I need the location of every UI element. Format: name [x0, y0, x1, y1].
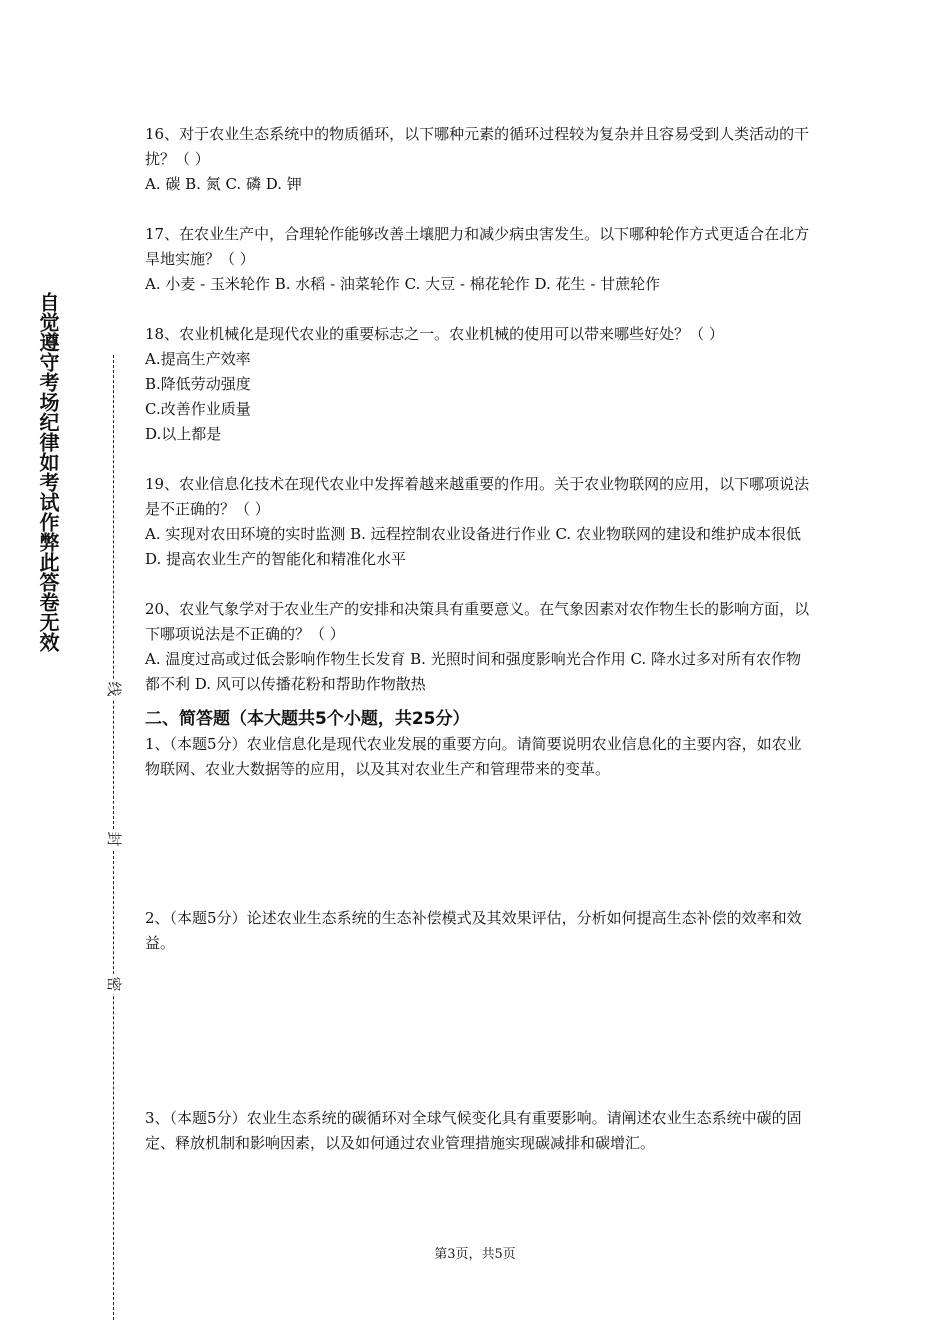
- question-stem: 20、农业气象学对于农业生产的安排和决策具有重要意义。在气象因素对农作物生长的影响方面，以下哪项说法是不正确的？（ ）: [145, 600, 810, 643]
- question-18: [145, 322, 813, 447]
- binding-label-seal: 封: [105, 829, 123, 849]
- question-16: [145, 122, 813, 197]
- binding-label-line: 线: [105, 679, 123, 699]
- page-number: 第3页，共5页: [434, 1247, 516, 1262]
- question-option-d: D.以上都是: [145, 425, 222, 443]
- question-17: [145, 222, 813, 297]
- question-20: [145, 597, 813, 697]
- question-option-a: A.提高生产效率: [145, 350, 251, 368]
- question-options: A. 碳 B. 氮 C. 磷 D. 钾: [145, 175, 302, 193]
- question-stem: 19、农业信息化技术在现代农业中发挥着越来越重要的作用。关于农业物联网的应用，以下哪项说法是不正确的？（ ）: [145, 475, 810, 518]
- question-stem: 17、在农业生产中，合理轮作能够改善土壤肥力和减少病虫害发生。以下哪种轮作方式更适合在北方旱地实施？（ ）: [145, 225, 810, 268]
- short-answer-1: 1、（本题5分）农业信息化是现代农业发展的重要方向。请简要说明农业信息化的主要内容，如农业物联网、农业大数据等的应用，以及其对农业生产和管理带来的变革。: [145, 735, 802, 778]
- question-stem: 16、对于农业生态系统中的物质循环，以下哪种元素的循环过程较为复杂并且容易受到人类活动的干扰？（ ）: [145, 125, 810, 168]
- question-stem: 18、农业机械化是现代农业的重要标志之一。农业机械的使用可以带来哪些好处？（ ）: [145, 325, 724, 343]
- exam-discipline-notice: 自觉遵守考场纪律如考试作弊此答卷无效: [36, 292, 60, 652]
- exam-content: [145, 122, 813, 1156]
- question-19: [145, 472, 813, 572]
- question-option-b: B.降低劳动强度: [145, 375, 251, 393]
- question-options: A. 温度过高或过低会影响作物生长发育 B. 光照时间和强度影响光合作用 C. 降水过多对所有农作物都不利 D. 风可以传播花粉和帮助作物散热: [145, 650, 801, 693]
- binding-label-secret: 密: [105, 974, 123, 994]
- short-answer-3: 3、（本题5分）农业生态系统的碳循环对全球气候变化具有重要影响。请阐述农业生态系统中碳的固定、释放机制和影响因素，以及如何通过农业管理措施实现碳减排和碳增汇。: [145, 1109, 802, 1152]
- question-options: A. 小麦 - 玉米轮作 B. 水稻 - 油菜轮作 C. 大豆 - 棉花轮作 D. 花生 - 甘蔗轮作: [145, 275, 661, 293]
- question-options: A. 实现对农田环境的实时监测 B. 远程控制农业设备进行作业 C. 农业物联网的建设和维护成本很低 D. 提高农业生产的智能化和精准化水平: [145, 525, 801, 568]
- short-answer-2: 2、（本题5分）论述农业生态系统的生态补偿模式及其效果评估，分析如何提高生态补偿的效率和效益。: [145, 909, 802, 952]
- section-two-title: 二、简答题（本大题共5个小题，共25分）: [145, 709, 470, 729]
- question-option-c: C.改善作业质量: [145, 400, 251, 418]
